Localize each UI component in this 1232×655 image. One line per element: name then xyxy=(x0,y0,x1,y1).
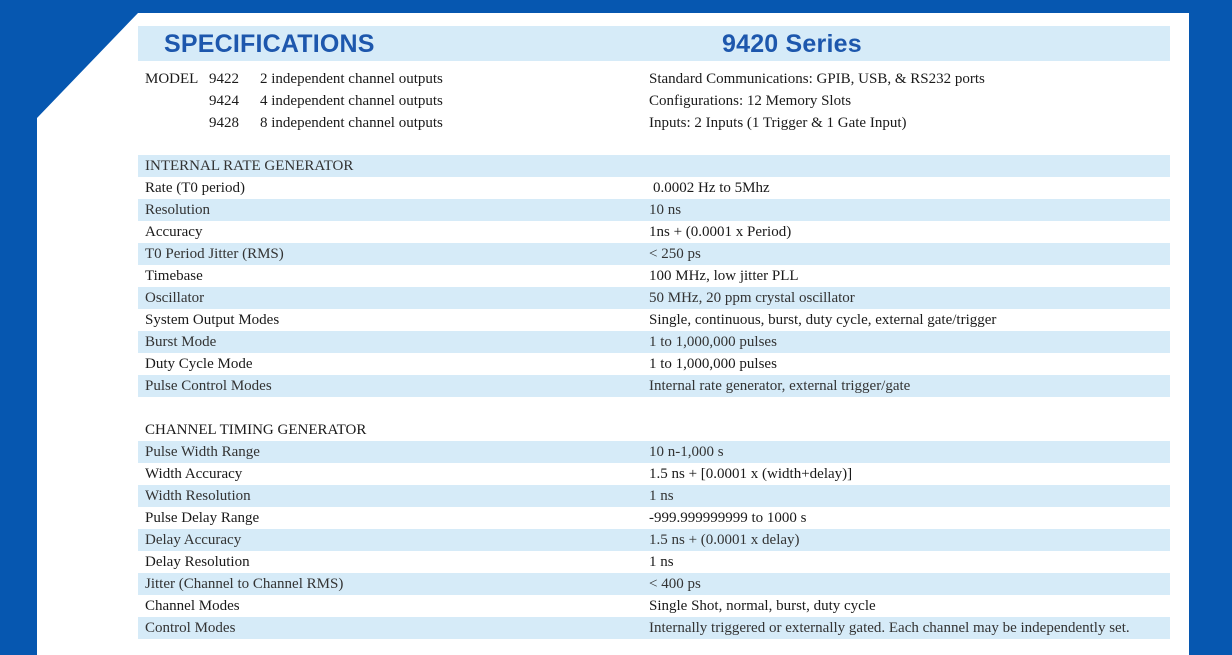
spec-label: Rate (T0 period) xyxy=(145,180,245,196)
spec-row xyxy=(138,199,1170,221)
spec-value: 1 to 1,000,000 pulses xyxy=(649,334,777,350)
feature-communications: Standard Communications: GPIB, USB, & RS232 ports xyxy=(649,71,985,87)
spec-label: Delay Accuracy xyxy=(145,532,242,548)
spec-row xyxy=(138,463,1170,485)
spec-row xyxy=(138,265,1170,287)
series-title: 9420 Series xyxy=(722,30,862,58)
spec-label: System Output Modes xyxy=(145,312,280,328)
spec-label: Accuracy xyxy=(145,224,203,240)
spec-label: Pulse Width Range xyxy=(145,444,260,460)
spec-row xyxy=(138,375,1170,397)
spec-label: Burst Mode xyxy=(145,334,217,350)
spec-row xyxy=(138,573,1170,595)
spec-row xyxy=(138,617,1170,639)
spec-row xyxy=(138,353,1170,375)
spec-label: Delay Resolution xyxy=(145,554,250,570)
model-description: 2 independent channel outputs xyxy=(260,71,443,87)
feature-configurations: Configurations: 12 Memory Slots xyxy=(649,93,852,109)
timing-generator-section xyxy=(138,419,1170,639)
spec-value: 50 MHz, 20 ppm crystal oscillator xyxy=(649,290,855,306)
spec-value: 1.5 ns + [0.0001 x (width+delay)] xyxy=(649,466,853,482)
spec-value: -999.999999999 to 1000 s xyxy=(649,510,807,526)
model-label: MODEL xyxy=(145,71,199,87)
model-number: 9424 xyxy=(209,93,239,109)
section-heading-row xyxy=(138,419,1170,441)
spec-value: < 250 ps xyxy=(649,246,701,262)
feature-inputs: Inputs: 2 Inputs (1 Trigger & 1 Gate Input) xyxy=(649,115,907,131)
spec-value: 1ns + (0.0001 x Period) xyxy=(649,224,792,240)
spec-value: 1.5 ns + (0.0001 x delay) xyxy=(649,532,800,548)
spec-row xyxy=(138,529,1170,551)
spec-label: Jitter (Channel to Channel RMS) xyxy=(145,576,344,592)
spec-row xyxy=(138,243,1170,265)
spec-label: Resolution xyxy=(145,202,211,218)
header-band xyxy=(138,26,1170,61)
spec-label: Pulse Delay Range xyxy=(145,510,260,526)
spec-row xyxy=(138,507,1170,529)
spec-row xyxy=(138,485,1170,507)
spec-label: Width Resolution xyxy=(145,488,251,504)
spec-label: T0 Period Jitter (RMS) xyxy=(145,246,284,262)
spec-value: Single Shot, normal, burst, duty cycle xyxy=(649,598,876,614)
spec-row xyxy=(138,441,1170,463)
spec-value: < 400 ps xyxy=(649,576,701,592)
timing-generator-heading: CHANNEL TIMING GENERATOR xyxy=(145,422,367,438)
model-description: 8 independent channel outputs xyxy=(260,115,443,131)
spec-row xyxy=(138,595,1170,617)
spec-row xyxy=(138,331,1170,353)
model-description: 4 independent channel outputs xyxy=(260,93,443,109)
spec-row xyxy=(138,309,1170,331)
spec-label: Timebase xyxy=(145,268,203,284)
rate-generator-heading: INTERNAL RATE GENERATOR xyxy=(145,158,354,174)
spec-label: Width Accuracy xyxy=(145,466,243,482)
spec-label: Pulse Control Modes xyxy=(145,378,272,394)
spec-row xyxy=(138,221,1170,243)
spec-label: Channel Modes xyxy=(145,598,240,614)
spec-value: 0.0002 Hz to 5Mhz xyxy=(653,180,770,196)
spec-value: 1 ns xyxy=(649,488,674,504)
spec-label: Duty Cycle Mode xyxy=(145,356,253,372)
spec-row xyxy=(138,551,1170,573)
spec-value: 10 n-1,000 s xyxy=(649,444,724,460)
spec-label: Control Modes xyxy=(145,620,236,636)
rate-generator-section xyxy=(138,155,1170,397)
specifications-title: SPECIFICATIONS xyxy=(164,30,375,58)
model-number: 9422 xyxy=(209,71,239,87)
spec-row xyxy=(138,287,1170,309)
spec-value: Internal rate generator, external trigger/gate xyxy=(649,378,911,394)
spec-value: Internally triggered or externally gated. Each channel may be independently set. xyxy=(649,620,1130,636)
spec-value: Single, continuous, burst, duty cycle, external gate/trigger xyxy=(649,312,997,328)
spec-value: 1 ns xyxy=(649,554,674,570)
spec-label: Oscillator xyxy=(145,290,205,306)
spec-value: 10 ns xyxy=(649,202,682,218)
spec-value: 100 MHz, low jitter PLL xyxy=(649,268,799,284)
model-number: 9428 xyxy=(209,115,239,131)
spec-value: 1 to 1,000,000 pulses xyxy=(649,356,777,372)
spec-row xyxy=(138,177,1170,199)
section-heading-row xyxy=(138,155,1170,177)
